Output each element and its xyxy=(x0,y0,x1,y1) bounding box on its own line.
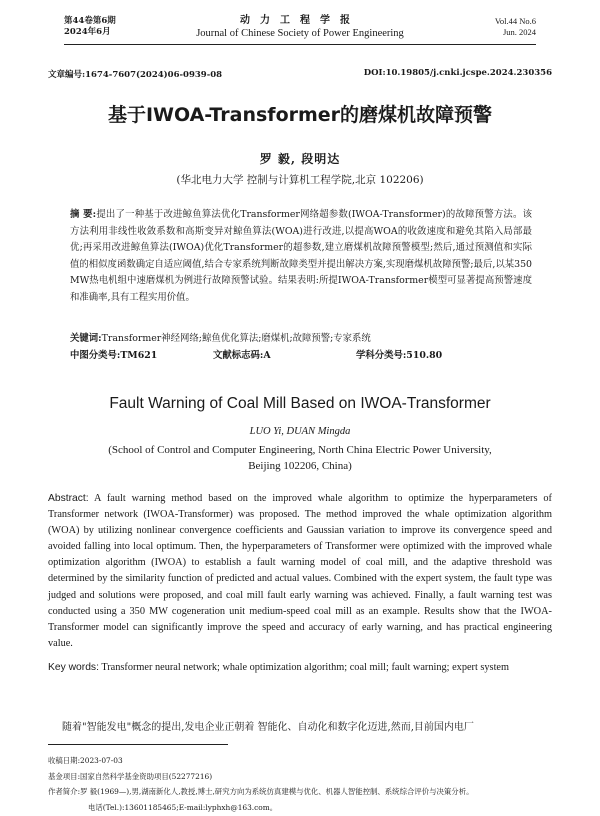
abstract-en-label: Abstract: xyxy=(48,493,89,504)
affiliation-en-line2: Beijing 102206, China) xyxy=(248,460,352,472)
doi: DOI:10.19805/j.cnki.jcspe.2024.230356 xyxy=(363,68,552,78)
abstract-cn xyxy=(70,207,532,307)
affiliation-en-line1: (School of Control and Computer Engineering, North China Electric Power University, xyxy=(108,444,492,456)
abstract-cn-label: 摘 要: xyxy=(70,209,97,220)
funding: 基金项目:国家自然科学基金资助项目(52277216) xyxy=(48,771,213,781)
volume-en: Vol.44 No.6 xyxy=(494,16,536,26)
keywords-en xyxy=(48,660,552,676)
subject-code: 学科分类号:510.80 xyxy=(355,350,443,361)
abstract-en xyxy=(48,491,552,652)
volume-cn: 第44卷第6期 xyxy=(64,16,116,26)
body-text-first-line: 随着"智能发电"概念的提出,发电企业正朝着 智能化、自动化和数字化迈进,然而,目前国内电厂 xyxy=(62,722,474,733)
author-contact: 电话(Tel.):13601185465;E-mail:lyphxh@163.com。 xyxy=(88,802,278,812)
footnote-rule xyxy=(48,744,228,745)
affiliation-cn: (华北电力大学 控制与计算机工程学院,北京 102206) xyxy=(176,174,424,186)
received-date: 收稿日期:2023-07-03 xyxy=(48,756,123,765)
journal-name-en: Journal of Chinese Society of Power Engineering xyxy=(196,28,404,39)
date-cn: 2024年6月 xyxy=(64,27,111,37)
authors-en: LUO Yi, DUAN Mingda xyxy=(249,426,351,437)
keywords-en-label: Key words: xyxy=(48,662,99,673)
header-right xyxy=(495,16,536,38)
document-code: 文献标志码:A xyxy=(212,350,271,361)
footnotes xyxy=(48,753,558,815)
keywords-cn-label: 关键词: xyxy=(70,333,102,344)
header-rule xyxy=(64,44,536,45)
authors-cn: 罗 毅, 段明达 xyxy=(259,152,341,166)
author-bio: 作者简介:罗 毅(1969—),男,湖南新化人,教授,博士,研究方向为系统仿真建模与优化、机器人智能控制、系统综合评价与决策分析。 xyxy=(48,787,474,796)
page-title-cn: 基于IWOA-Transformer的磨煤机故障预警 xyxy=(107,104,493,126)
article-number: 文章编号:1674-7607(2024)06-0939-08 xyxy=(48,70,223,80)
date-en: Jun. 2024 xyxy=(502,27,536,37)
clc-number: 中图分类号:TM621 xyxy=(70,350,158,361)
journal-name-cn: 动力工程学报 xyxy=(240,15,360,26)
keywords-cn-text: Transformer神经网络;鲸鱼优化算法;磨煤机;故障预警;专家系统 xyxy=(101,333,371,344)
keywords-cn xyxy=(70,331,532,347)
keywords-en-text: Transformer neural network; whale optimization algorithm; coal mill; fault warning; expert system xyxy=(101,662,510,673)
classification-row xyxy=(70,348,532,364)
abstract-cn-text: 提出了一种基于改进鲸鱼算法优化Transformer网络超参数(IWOA-Transformer)的故障预警方法。该方法利用非线性收敛系数和高斯变异对鲸鱼算法(WOA)进行改进,以提高WOA的收敛速度和避免其陷入局部最优;再采用改进鲸鱼算法(IWOA)优化Transformer的超参数,建立磨煤机故障预警模型;然后,通过预测值和实际值的相似度函数确定自适应阈值,结合专家系统判断故障类型并提出解决方案,实现磨煤机故障预警;最后,以某350 MW热电机组中速磨煤机为例进行故障预警试验。结果表明:所提IWOA-Transformer模型可显著提高预警速度和准确率,具有工程实用价值。 xyxy=(70,209,532,303)
abstract-en-text: A fault warning method based on the improved whale algorithm to optimize the hyperparameters of Transformer network (IWOA-Transformer) was proposed. The method improved the whale optimization algorithm (WOA) by utilizing nonlinear convergence coefficients and Gaussian variation to improve its convergence speed and avoided falling into local optimum. Then, the hyperparameters of Transformer were optimized with the improved whale optimization algorithm (IWOA) to establish a fault warning model of coal mill, and the adaptive threshold was determined by the similarity function of predicted and actual values. Combined with the expert system, the fault type was judged and solutions were proposed, and coal mill fault early warning was achieved. Finally, a fault warning test was conducted using a 350 MW cogeneration unit medium-speed coal mill as an example. Results show that the IWOA-Transformer model can significantly improve the speed and accuracy of early warning, and has practical engineering value. xyxy=(48,493,552,649)
page-title-en: Fault Warning of Coal Mill Based on IWOA-Transformer xyxy=(109,395,491,412)
affiliation-en xyxy=(0,442,600,474)
